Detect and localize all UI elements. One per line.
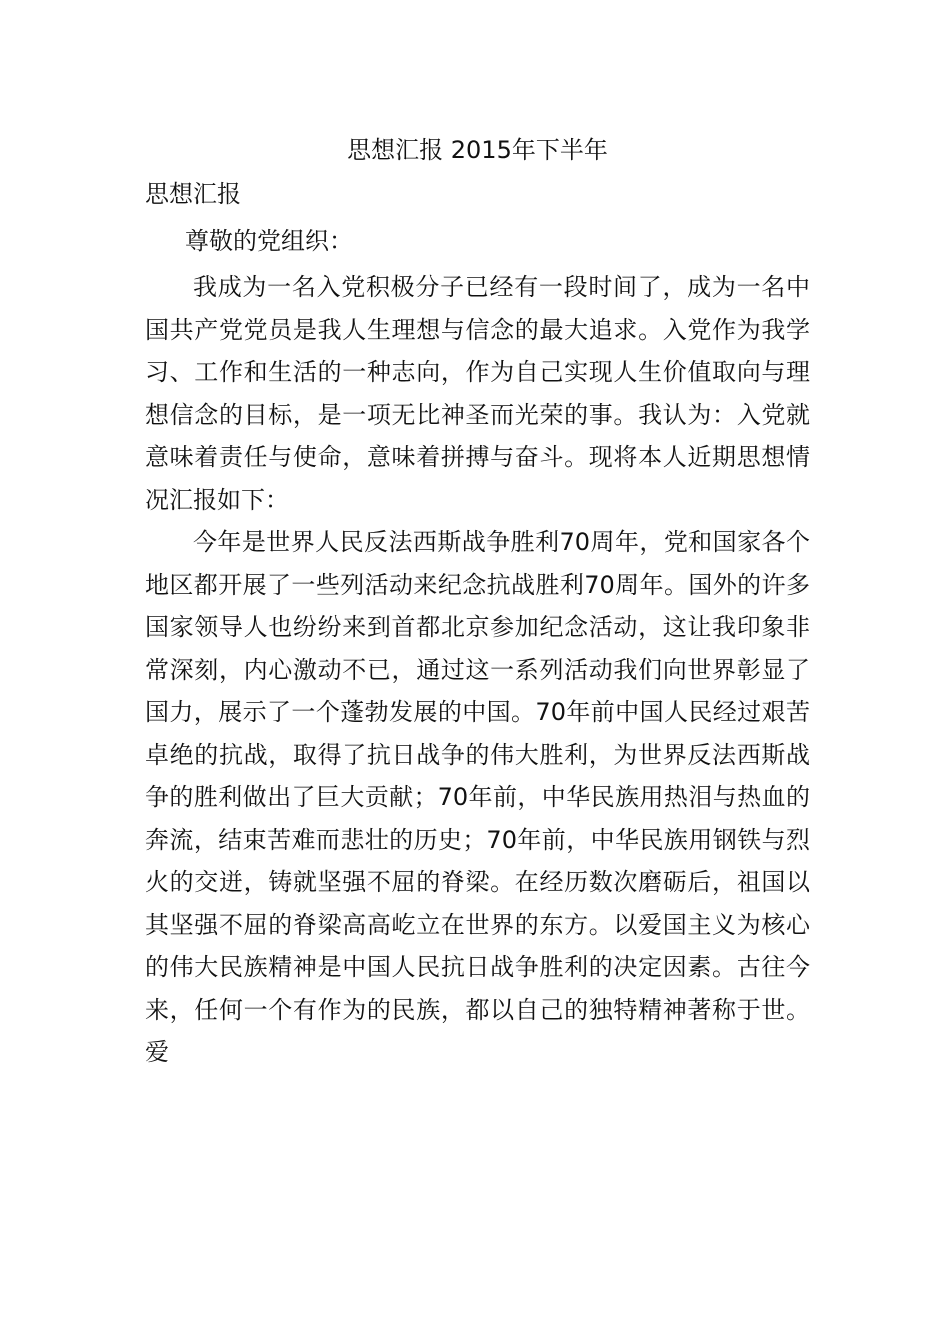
- document-body: [145, 128, 810, 1074]
- document-subtitle: 思想汇报: [145, 180, 241, 208]
- document-title: 思想汇报 2015年下半年: [347, 136, 608, 164]
- salutation: 尊敬的党组织：: [185, 227, 353, 255]
- paragraph-anniversary: 今年是世界人民反法西斯战争胜利70周年，党和国家各个地区都开展了一些列活动来纪念抗战胜利70周年。国外的许多国家领导人也纷纷来到首都北京参加纪念活动，这让我印象非常深刻，内心激动不已，通过这一系列活动我们向世界彰显了国力，展示了一个蓬勃发展的中国。70年前中国人民经过艰苦卓绝的抗战，取得了抗日战争的伟大胜利，为世界反法西斯战争的胜利做出了巨大贡献；70年前，中华民族用热泪与热血的奔流，结束苦难而悲壮的历史；70年前，中华民族用钢铁与烈火的交迸，铸就坚强不屈的脊梁。在经历数次磨砺后，祖国以其坚强不屈的脊梁高高屹立在世界的东方。以爱国主义为核心的伟大民族精神是中国人民抗日战争胜利的决定因素。古往今来，任何一个有作为的民族，都以自己的独特精神著称于世。爱: [145, 528, 810, 1066]
- paragraph-intro: 我成为一名入党积极分子已经有一段时间了，成为一名中国共产党党员是我人生理想与信念的最大追求。入党作为我学习、工作和生活的一种志向，作为自己实现人生价值取向与理想信念的目标，是一项无比神圣而光荣的事。我认为：入党就意味着责任与使命，意味着拼搏与奋斗。现将本人近期思想情况汇报如下：: [145, 273, 810, 514]
